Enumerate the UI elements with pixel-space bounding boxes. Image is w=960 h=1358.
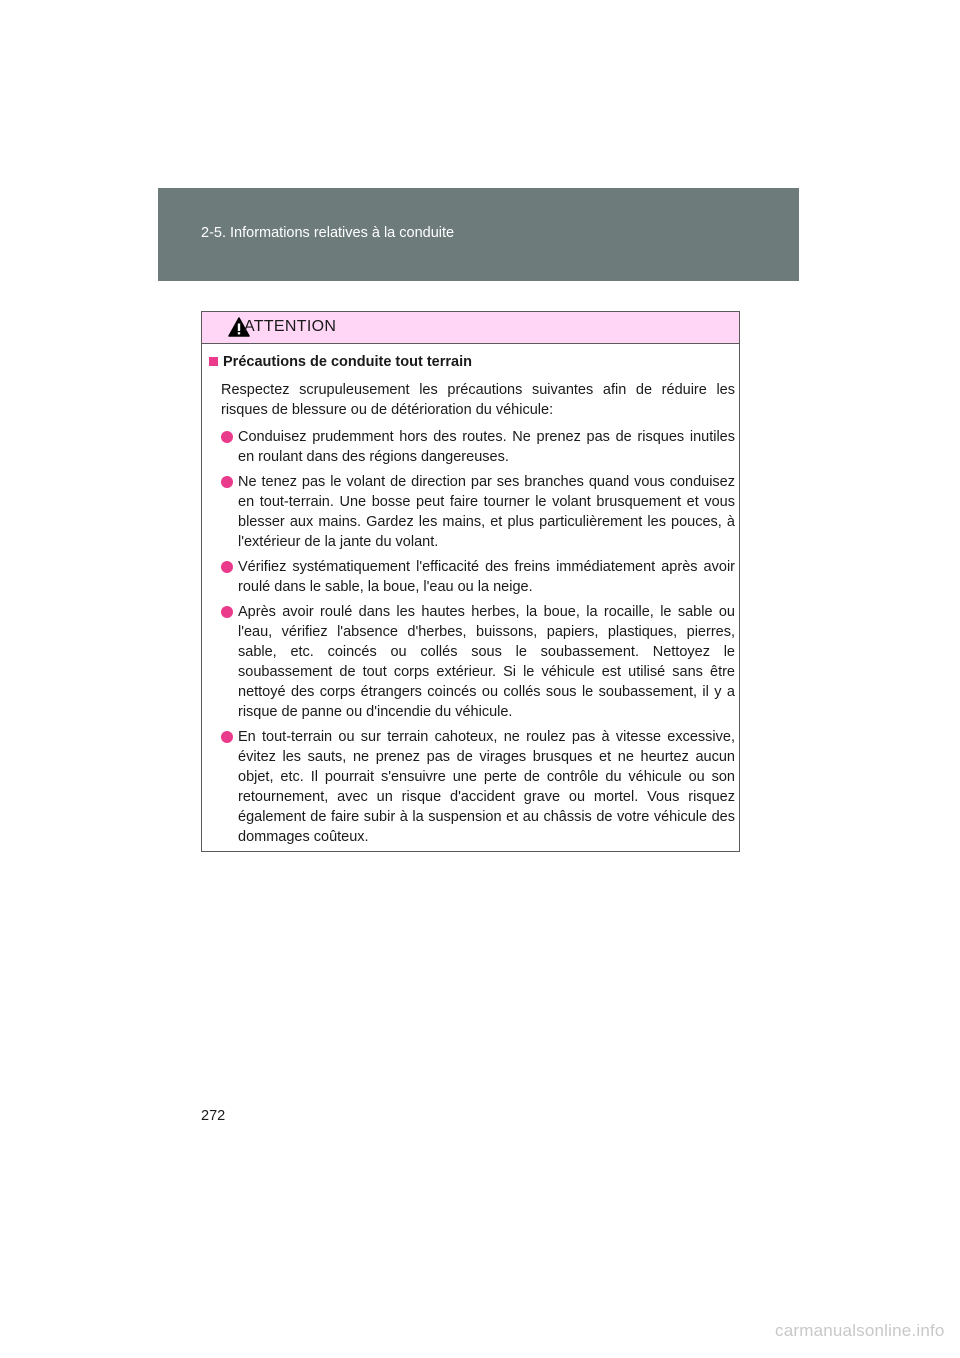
bullet-dot-icon — [221, 431, 233, 443]
attention-header — [202, 312, 739, 344]
list-item — [221, 557, 735, 597]
attention-body — [202, 344, 739, 851]
page-number: 272 — [201, 1108, 226, 1124]
list-item — [221, 472, 735, 552]
bullet-dot-icon — [221, 731, 233, 743]
list-item — [221, 602, 735, 722]
section-header-band — [158, 188, 799, 281]
attention-title: ATTENTION — [244, 318, 337, 335]
list-item-text: Vérifiez systématiquement l'efficacité des freins immédiatement après avoir roulé dans le sable, la boue, l'eau ou la neige. — [238, 559, 735, 595]
list-item-text: En tout-terrain ou sur terrain cahoteux, ne roulez pas à vitesse excessive, évitez les sauts, ne prenez pas de virages brusques et ne heurtez aucun objet, etc. Il pourrait s'ensuivre une perte de contrôle du véhicule ou son retournement, avec un risque d'accident grave ou mortel. Vous risquez également de faire subir à la suspension et au châssis de votre véhicule des dommages coûteux. — [238, 729, 735, 845]
section-heading — [209, 354, 472, 370]
section-heading-text: Précautions de conduite tout terrain — [223, 354, 472, 370]
attention-box — [201, 311, 740, 852]
intro-paragraph: Respectez scrupuleusement les précautions suivantes afin de réduire les risques de blessure ou de détérioration du véhicule: — [221, 382, 735, 418]
list-item-text: Conduisez prudemment hors des routes. Ne prenez pas de risques inutiles en roulant dans des régions dangereuses. — [238, 429, 735, 465]
watermark-link[interactable]: carmanualsonline.info — [775, 1321, 945, 1340]
precaution-list — [221, 427, 735, 852]
square-bullet-icon — [209, 357, 218, 366]
list-item-text: Après avoir roulé dans les hautes herbes, la boue, la rocaille, le sable ou l'eau, vérifiez l'absence d'herbes, buissons, papiers, plastiques, pierres, sable, etc. coincés ou collés sous le soubassement. Nettoyez le soubassement de tout corps extérieur. Si le véhicule est utilisé sans être nettoyé des corps étrangers coincés ou collés sous le soubassement, il y a risque de panne ou d'incendie du véhicule. — [238, 604, 735, 720]
section-title: 2-5. Informations relatives à la conduite — [201, 225, 455, 241]
bullet-dot-icon — [221, 476, 233, 488]
bullet-dot-icon — [221, 561, 233, 573]
list-item — [221, 727, 735, 847]
list-item — [221, 427, 735, 467]
list-item-text: Ne tenez pas le volant de direction par ses branches quand vous conduisez en tout-terrain. Une bosse peut faire tourner le volant brusquement et vous blesser aux mains. Gardez les mains, et plus particulièrement les pouces, à l'extérieur de la jante du volant. — [238, 474, 735, 550]
bullet-dot-icon — [221, 606, 233, 618]
